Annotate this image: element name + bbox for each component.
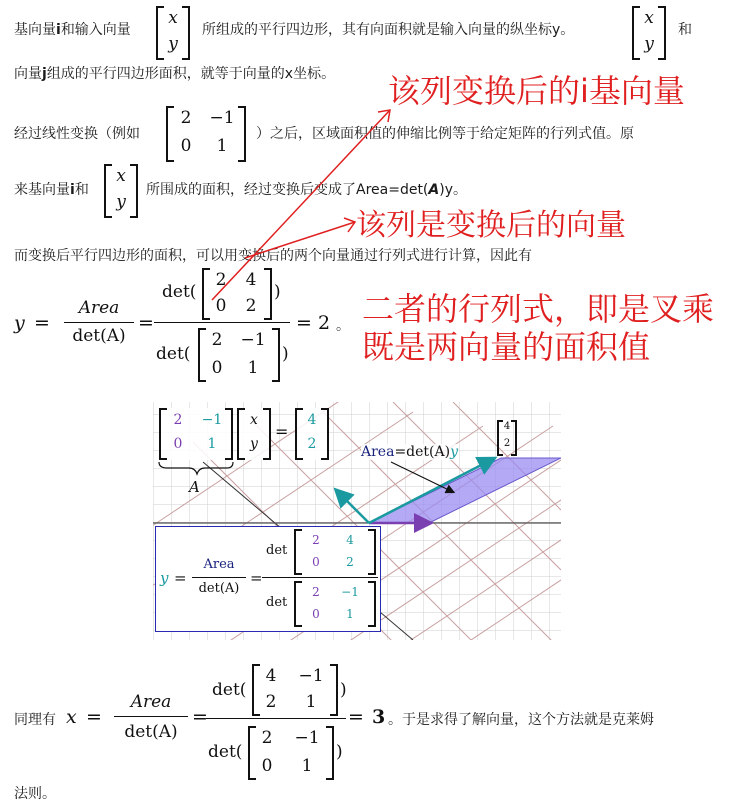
eq1-den-matrix: 2 −1 0 1 [198,328,280,382]
corner-vector: 4 2 [497,420,517,456]
para2-line1-start: 经过线性变换（例如 [14,126,140,142]
eq-x-den-matrix: 2 −1 0 1 [248,726,334,780]
brace-label: A [189,478,200,496]
equation-y: y = Area det(A) = det( 2 4 0 2 ) det( 2 −1 0 1 ) = 2 。 [14,266,354,386]
annotation-i-basis: 该列变换后的i基向量 [388,72,685,110]
input-vector-2: x y [632,6,666,60]
fig-box-num-matrix: 2 4 0 2 [294,529,376,575]
fig-matrix-A: 2 −1 0 1 [159,408,233,460]
para2-line2-start: 来基向量i和 [14,182,89,198]
para1-line1-start: 基向量i和输入向量 [14,22,131,38]
area-label: Area=det(A)y [361,444,458,460]
eq1-num-matrix: 2 4 0 2 [202,268,272,320]
annotation-cross-product: 二者的行列式，即是叉乘 既是两向量的面积值 [362,290,715,366]
fig-box-den-matrix: 2 −1 0 1 [294,581,376,627]
input-vector-3: x y [104,164,138,218]
para2-line2-end: 所围成的面积，经过变换后变成了Area=det(A)y。 [146,182,467,198]
annotation-vector: 该列是变换后的向量 [356,208,626,243]
para1-line1-mid: 所组成的平行四边形，其有向面积就是输入向量的纵坐标y。 [202,22,575,38]
para3: 而变换后平行四边形的面积，可以用变换后的两个向量通过行列式进行计算，因此有 [14,248,532,264]
para1-line2: 向量j组成的平行四边形面积，就等于向量的x坐标。 [14,66,336,82]
fig-result-vector: 4 2 [295,408,329,460]
arrow-to-vector [245,222,355,258]
fig-equation-box: y = Area det(A) = det 2 4 0 2 det 2 −1 0 1 [155,526,381,632]
para4-end: 法则。 [14,786,56,802]
equation-x: x = Area det(A) = det( 4 −1 2 1 ) det( 2 −1 0 1 ) = 3 [66,660,396,784]
para4-mid: 。于是求得了解向量，这个方法就是克莱姆 [388,712,654,728]
input-vector-1: x y [156,6,190,60]
figure-cramer: 2 −1 0 1 x y = 4 2 A Area=det(A)y 4 2 y = Area det(A) = det 2 4 0 2 det 2 −1 0 1 [153,402,561,640]
eq-x-num-matrix: 4 −1 2 1 [252,664,338,716]
example-matrix: 2 −1 0 1 [166,106,246,162]
fig-vector-xy: x y [237,408,271,460]
para2-line1-end: ）之后，区域面积值的伸缩比例等于给定矩阵的行列式值。原 [256,126,634,142]
para1-line1-end: 和 [678,22,692,38]
para4-start: 同理有 [14,712,56,728]
